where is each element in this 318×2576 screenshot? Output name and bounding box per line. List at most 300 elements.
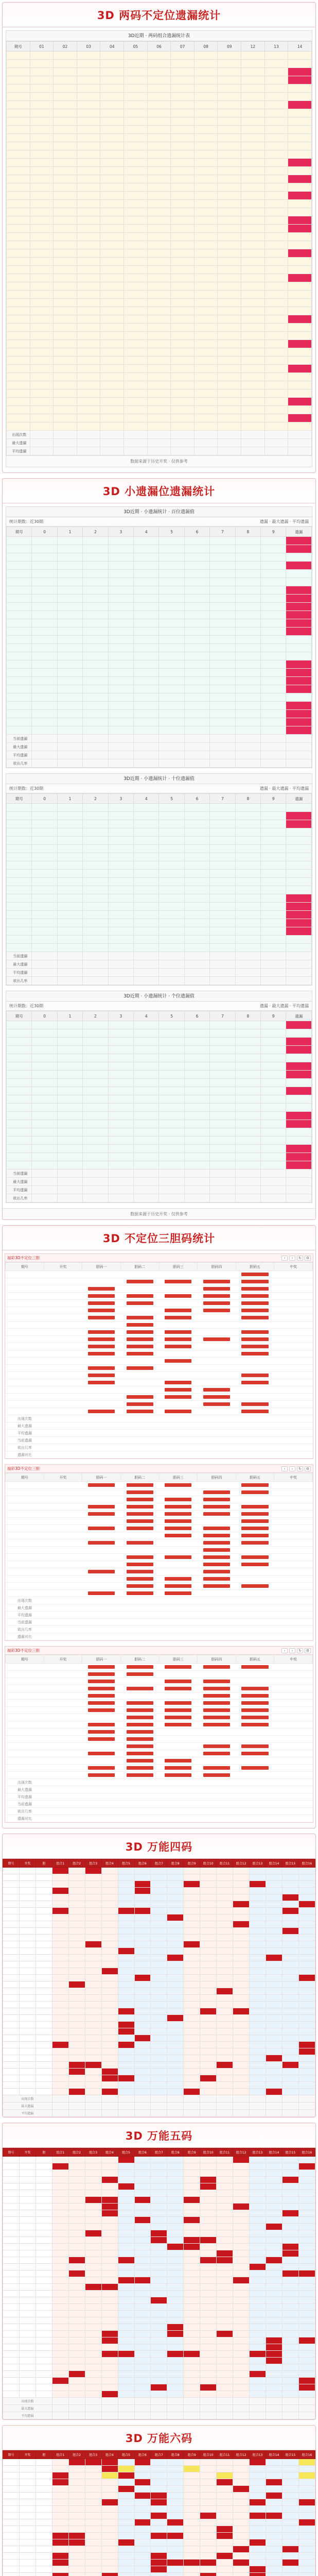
combo-cell [68, 2506, 85, 2513]
refresh-icon[interactable]: ↻ [297, 1256, 303, 1261]
dan-cell [159, 1583, 198, 1590]
combo-cell [217, 2378, 233, 2384]
summary-cell [159, 1186, 184, 1194]
refresh-icon[interactable]: ↻ [297, 1648, 303, 1653]
period-cell [7, 628, 32, 636]
dan-cell [159, 1700, 198, 1707]
omission-cell [194, 216, 218, 225]
combo-cell [134, 1941, 151, 1948]
summary-cell [44, 1779, 82, 1786]
dan-cell [36, 1881, 52, 1888]
column-header: 胆码一 [82, 1263, 121, 1271]
period-cell [44, 1321, 82, 1329]
omission-cell [288, 142, 312, 150]
omission-cell [30, 126, 54, 134]
table-row [7, 702, 312, 710]
hit-bar [127, 1570, 153, 1573]
period-cell [3, 2190, 20, 2197]
summary-cell [286, 1194, 312, 1202]
summary-cell [236, 1793, 274, 1801]
omission-cell [261, 853, 286, 861]
combo-cell [217, 2230, 233, 2237]
combo-cell [101, 2170, 118, 2177]
table-row [7, 299, 312, 307]
hit-bar [241, 1665, 268, 1669]
omission-cell [288, 200, 312, 208]
combo-cell [118, 2506, 134, 2513]
combo-cell [134, 2224, 151, 2230]
combo-cell [134, 2311, 151, 2317]
combo-cell [134, 2526, 151, 2533]
period-cell [19, 2519, 36, 2526]
hit-bar [203, 1301, 230, 1305]
dan-cell [36, 2324, 52, 2331]
omission-cell [108, 1021, 133, 1029]
combo-cell [266, 1975, 282, 1981]
combo-cell [184, 2331, 200, 2337]
summary-label: 出现次数 [7, 431, 30, 439]
table-row [3, 2022, 315, 2028]
combo-cell [52, 2257, 68, 2264]
combo-cell [217, 1961, 233, 1968]
summary-row [6, 1633, 313, 1640]
combo-cell [298, 2358, 315, 2364]
summary-cell [236, 1422, 274, 1430]
omission-cell [264, 249, 288, 258]
omission-cell [32, 553, 57, 562]
combo-cell [52, 1914, 68, 1921]
dan-cell [198, 1671, 236, 1678]
omission-cell [184, 644, 209, 652]
combo-cell [68, 1948, 85, 1955]
combo-cell [151, 2048, 167, 2055]
next-icon[interactable]: › [289, 1256, 295, 1261]
omission-cell [264, 216, 288, 225]
combo-cell [266, 2048, 282, 2055]
omission-cell [83, 693, 108, 702]
combo-cell [298, 2183, 315, 2190]
combo-cell [282, 2284, 298, 2291]
omission-cell [32, 1029, 57, 1038]
combo-cell [250, 1908, 266, 1914]
combo-cell [282, 2089, 298, 2095]
omission-cell [83, 1145, 108, 1153]
combo-cell [298, 2204, 315, 2210]
omission-cell [100, 142, 124, 150]
combo-cell [250, 2479, 266, 2486]
column-header: 组合5 [118, 2451, 134, 2459]
combo-cell [85, 2297, 101, 2304]
hit-bar [165, 1687, 191, 1690]
table-row [3, 2297, 315, 2304]
summary-cell [108, 735, 133, 743]
omission-cell [134, 586, 159, 595]
omission-cell [241, 332, 265, 340]
omission-cell [57, 853, 82, 861]
hit-bar [88, 1410, 115, 1413]
omission-cell [159, 1095, 184, 1104]
combo-cell [298, 2022, 315, 2028]
combo-cell [233, 2277, 250, 2284]
period-cell [19, 2008, 36, 2015]
hit-bar [203, 1766, 230, 1770]
omission-cell [184, 1021, 209, 1029]
dan-cell [36, 2391, 52, 2398]
period-cell [6, 1518, 44, 1525]
combo-cell [298, 1981, 315, 1988]
omission-cell [264, 332, 288, 340]
combo-cell [233, 2257, 250, 2264]
dan-cell [120, 1561, 159, 1568]
omission-cell [184, 1112, 209, 1120]
period-cell [19, 2479, 36, 2486]
omission-cell [159, 911, 184, 919]
omission-cell [261, 603, 286, 611]
dan-cell [36, 2493, 52, 2499]
omission-cell [134, 726, 159, 735]
prev-icon[interactable]: ‹ [281, 1466, 288, 1471]
summary-cell [200, 2398, 217, 2405]
period-cell [7, 266, 30, 274]
combo-cell [68, 1988, 85, 1995]
period-cell [3, 1928, 20, 1935]
dan-cell [274, 1547, 313, 1554]
summary-cell [82, 1415, 121, 1422]
settings-icon[interactable]: ⚙ [305, 1466, 311, 1471]
omission-cell [30, 109, 54, 117]
combo-cell [134, 2351, 151, 2358]
table-row [3, 2546, 315, 2553]
omission-cell [171, 101, 195, 109]
period-cell [7, 804, 32, 812]
combo-cell [217, 2082, 233, 2089]
omission-cell [83, 812, 108, 820]
next-icon[interactable]: › [289, 1648, 295, 1653]
combo-cell [266, 2539, 282, 2546]
omission-cell [235, 1112, 260, 1120]
omission-cell [288, 183, 312, 192]
hit-bar [165, 1505, 191, 1509]
combo-cell [298, 2035, 315, 2042]
combo-cell [151, 2304, 167, 2311]
table-row [6, 1728, 313, 1736]
period-cell [6, 1568, 44, 1575]
combo-cell [266, 2089, 282, 2095]
dan-cell [82, 1379, 121, 1386]
dan-cell [36, 2157, 52, 2163]
omission-cell [194, 324, 218, 332]
omission-cell [184, 837, 209, 845]
table-row [6, 1386, 313, 1394]
combo-cell [200, 2344, 217, 2351]
omission-cell [159, 1120, 184, 1128]
summary-cell [101, 2412, 118, 2419]
combo-cell [266, 2270, 282, 2277]
table-row [7, 878, 312, 886]
combo-cell [101, 2082, 118, 2089]
dan-cell [36, 1981, 52, 1988]
combo-cell [167, 2048, 184, 2055]
table-row [7, 241, 312, 249]
omission-cell [171, 208, 195, 216]
omission-cell [83, 595, 108, 603]
hit-bar [88, 1752, 115, 1755]
summary-cell [218, 439, 241, 447]
table-row [7, 911, 312, 919]
settings-icon[interactable]: ⚙ [305, 1256, 311, 1261]
summary-label: 平均遗漏 [7, 969, 32, 977]
combo-cell [167, 2028, 184, 2035]
combo-cell [200, 2197, 217, 2204]
table-body [7, 1021, 312, 1202]
combo-cell [217, 2190, 233, 2197]
combo-cell [298, 2311, 315, 2317]
combo-cell [250, 1868, 266, 1874]
omission-cell [54, 208, 77, 216]
prev-icon[interactable]: ‹ [281, 1648, 288, 1653]
combo-cell [282, 2466, 298, 2472]
omission-cell [134, 652, 159, 660]
summary-cell [236, 1633, 274, 1640]
combo-cell [118, 1981, 134, 1988]
dan-cell [274, 1532, 313, 1539]
dan-cell [236, 1765, 274, 1772]
combo-cell [85, 2008, 101, 2015]
omission-cell [286, 677, 312, 685]
omission-cell [83, 853, 108, 861]
period-cell [44, 1554, 82, 1561]
omission-cell [54, 389, 77, 398]
combo-cell [298, 2539, 315, 2546]
combo-cell [134, 2075, 151, 2082]
summary-label: 欲出几率 [7, 977, 32, 985]
combo-cell [134, 2210, 151, 2217]
dan-cell [198, 1678, 236, 1685]
omission-cell [159, 1104, 184, 1112]
period-cell [3, 2304, 20, 2311]
combo-cell [298, 1961, 315, 1968]
omission-cell [30, 324, 54, 332]
summary-cell [134, 743, 159, 751]
combo-cell [134, 1901, 151, 1908]
dan-cell [274, 1728, 313, 1736]
combo-cell [68, 2337, 85, 2344]
dan-cell [120, 1300, 159, 1307]
combo-cell [52, 2069, 68, 2075]
combo-cell [266, 1901, 282, 1908]
period-cell [6, 1757, 44, 1765]
refresh-icon[interactable]: ↻ [297, 1466, 303, 1471]
omission-cell [57, 1161, 82, 1170]
period-cell [19, 2069, 36, 2075]
omission-cell [235, 586, 260, 595]
combo-cell [85, 2519, 101, 2526]
summary-cell [57, 751, 82, 759]
column-header: 开奖 [44, 1263, 82, 1271]
omission-cell [124, 365, 148, 373]
omission-cell [288, 175, 312, 183]
combo-cell [134, 2284, 151, 2291]
omission-cell [261, 927, 286, 936]
omission-cell [57, 845, 82, 853]
table-row [7, 381, 312, 389]
dan-cell [36, 1968, 52, 1975]
dan-cell [274, 1503, 313, 1511]
period-cell [3, 2204, 20, 2210]
dan-cell [120, 1772, 159, 1779]
summary-row [6, 1793, 313, 1801]
summary-cell [218, 447, 241, 455]
summary-row [7, 1186, 312, 1194]
combo-cell [167, 1881, 184, 1888]
panel-title: 福彩3D不定位三胆 [7, 1256, 40, 1260]
combo-cell [217, 2015, 233, 2022]
combo-cell [233, 2042, 250, 2048]
dan-cell [159, 1278, 198, 1285]
omission-cell [57, 1021, 82, 1029]
combo-cell [151, 2062, 167, 2069]
summary-cell [120, 1444, 159, 1451]
period-cell [3, 2028, 20, 2035]
omission-cell [54, 398, 77, 406]
hit-bar [127, 1337, 153, 1341]
period-cell [7, 159, 30, 167]
combo-cell [151, 2311, 167, 2317]
combo-cell [298, 2324, 315, 2331]
omission-cell [241, 274, 265, 282]
omission-cell [286, 669, 312, 677]
omission-cell [159, 545, 184, 553]
combo-cell [118, 2539, 134, 2546]
omission-cell [184, 1038, 209, 1046]
hit-bar [241, 1280, 268, 1283]
period-cell [7, 595, 32, 603]
combo-cell [118, 1961, 134, 1968]
dan-cell [120, 1358, 159, 1365]
dan-cell [82, 1321, 121, 1329]
combo-cell [250, 2526, 266, 2533]
prev-icon[interactable]: ‹ [281, 1256, 288, 1261]
table-row [3, 2082, 315, 2089]
column-header: 07 [171, 42, 195, 52]
omission-cell [218, 414, 241, 422]
period-cell [7, 93, 30, 101]
column-header: 胆码四 [198, 1655, 236, 1664]
combo-cell [200, 2533, 217, 2539]
summary-cell [159, 1178, 184, 1186]
summary-cell [233, 2095, 250, 2103]
combo-cell [200, 1948, 217, 1955]
combo-cell [118, 2069, 134, 2075]
omission-cell [288, 332, 312, 340]
omission-cell [54, 159, 77, 167]
period-cell [19, 2224, 36, 2230]
combo-cell [200, 2284, 217, 2291]
period-cell [7, 611, 32, 619]
summary-cell [151, 2405, 167, 2412]
omission-cell [147, 126, 171, 134]
column-header: 期号 [3, 2451, 20, 2459]
dan-cell [198, 1482, 236, 1489]
table-row [7, 1161, 312, 1170]
period-cell [44, 1271, 82, 1278]
combo-cell [134, 1981, 151, 1988]
combo-cell [233, 1955, 250, 1961]
period-cell [6, 1743, 44, 1750]
combo-cell [298, 2002, 315, 2008]
combo-cell [282, 2277, 298, 2284]
omission-cell [83, 870, 108, 878]
omission-cell [54, 299, 77, 307]
table-row [6, 1293, 313, 1300]
combo-cell [151, 2472, 167, 2479]
summary-cell [184, 759, 209, 768]
hit-bar [88, 1345, 115, 1348]
dan-cell [274, 1278, 313, 1285]
table-row [6, 1678, 313, 1685]
combo-cell [200, 2082, 217, 2089]
omission-cell [235, 660, 260, 669]
hit-bar [88, 1723, 115, 1726]
omission-cell [184, 619, 209, 628]
dan-cell [274, 1293, 313, 1300]
combo-cell [167, 2237, 184, 2244]
summary-cell [124, 431, 148, 439]
combo-cell [233, 1988, 250, 1995]
summary-cell [261, 1194, 286, 1202]
combo-cell [151, 2546, 167, 2553]
combo-cell [68, 2055, 85, 2062]
dan-cell [36, 1941, 52, 1948]
omission-cell [77, 307, 100, 315]
omission-cell [54, 282, 77, 291]
hit-bar [203, 1512, 230, 1516]
combo-cell [85, 2055, 101, 2062]
combo-cell [217, 1975, 233, 1981]
combo-cell [217, 2566, 233, 2573]
summary-cell [266, 2405, 282, 2412]
omission-cell [159, 1021, 184, 1029]
combo-cell [184, 2378, 200, 2384]
dan-cell [236, 1561, 274, 1568]
combo-cell [250, 2533, 266, 2539]
combo-cell [151, 2358, 167, 2364]
omission-cell [100, 315, 124, 324]
dan-cell [198, 1518, 236, 1525]
combo-cell [101, 2244, 118, 2250]
combo-cell [118, 1908, 134, 1914]
dan-cell [236, 1743, 274, 1750]
combo-cell [134, 2183, 151, 2190]
settings-icon[interactable]: ⚙ [305, 1648, 311, 1653]
combo-cell [68, 2069, 85, 2075]
combo-cell [233, 2204, 250, 2210]
omission-cell [32, 1120, 57, 1128]
combo-cell [52, 2553, 68, 2560]
summary-label: 欲出几率 [6, 1808, 44, 1815]
omission-cell [134, 562, 159, 570]
dan-cell [236, 1358, 274, 1365]
next-icon[interactable]: › [289, 1466, 295, 1471]
period-cell [6, 1329, 44, 1336]
summary-cell [200, 2110, 217, 2117]
omission-cell [286, 595, 312, 603]
omission-table [6, 41, 312, 455]
combo-cell [266, 2157, 282, 2163]
combo-cell [167, 2002, 184, 2008]
omission-cell [261, 726, 286, 735]
dan-cell [36, 2277, 52, 2284]
